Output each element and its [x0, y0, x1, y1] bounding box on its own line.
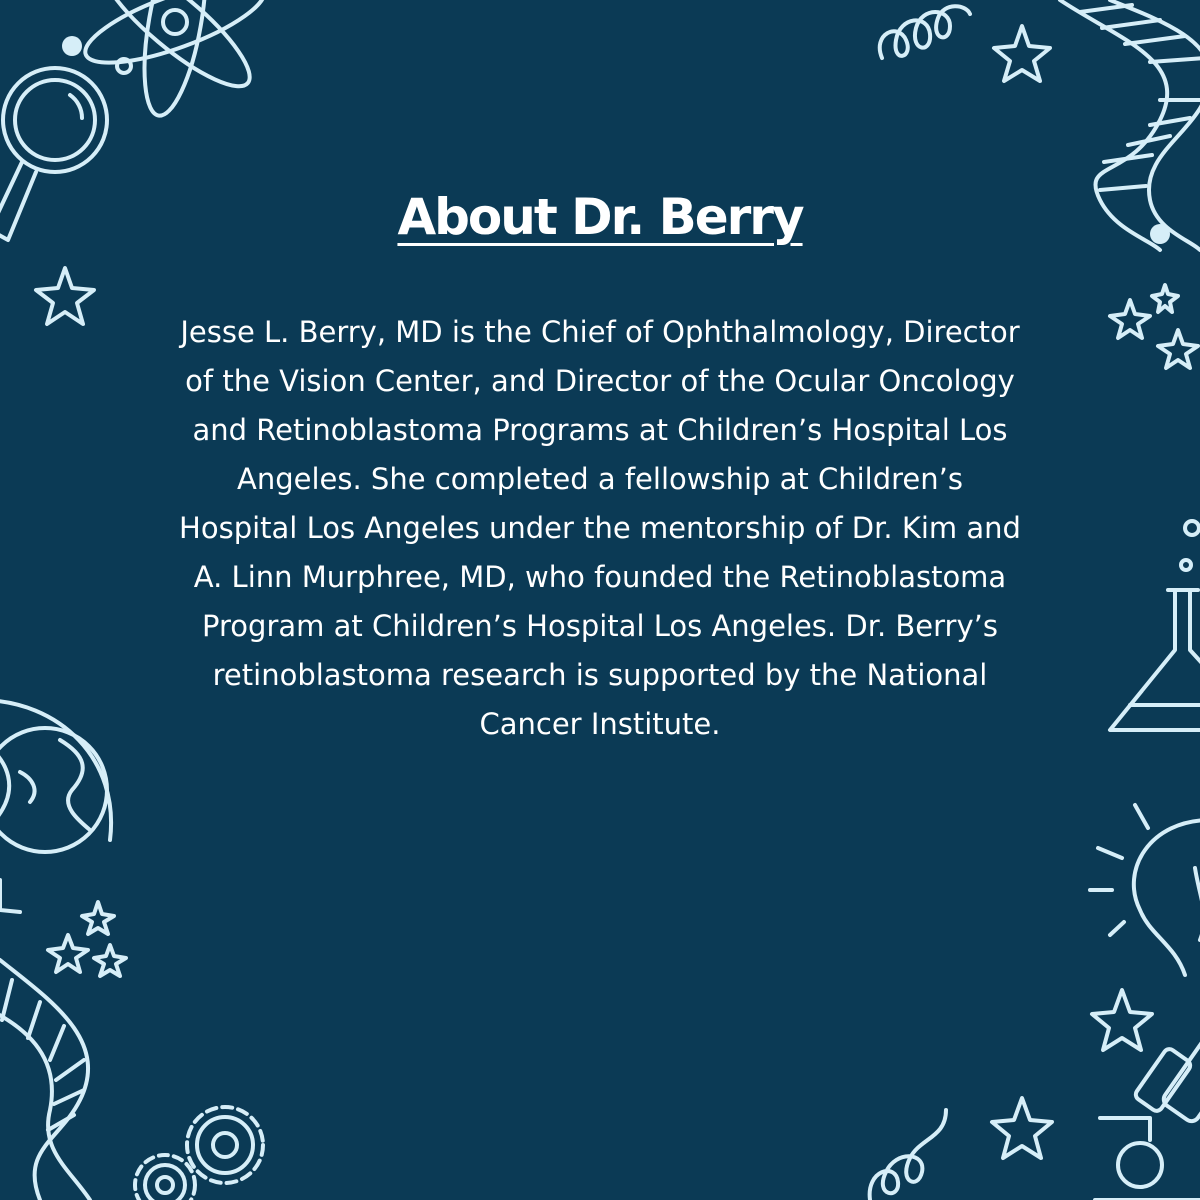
dot-icon [62, 36, 82, 56]
globe-icon [0, 700, 111, 912]
microscope-icon [1095, 1036, 1200, 1200]
stars-cluster-icon [1110, 285, 1198, 368]
spring-icon [880, 6, 970, 58]
star-icon [1092, 990, 1152, 1050]
lightbulb-icon [1090, 805, 1200, 975]
page-title: About Dr. Berry [397, 188, 803, 246]
gears-icon [135, 1107, 263, 1200]
dna-helix-icon [0, 960, 90, 1200]
spring-icon [870, 1110, 946, 1200]
flask-icon [1110, 521, 1200, 730]
star-icon [994, 26, 1050, 81]
bio-paragraph: Jesse L. Berry, MD is the Chief of Ophthalmology, Director of the Vision Center, and Director of the Ocular Oncology and Retinoblastoma Programs at Children’s Hospital Los Angeles. She completed a fellowship at Children’s Hospital Los Angeles under the mentorship of Dr. Kim and A. Linn Murphree, MD, who founded the Retinoblastoma Program at Children’s Hospital Los Angeles. Dr. Berry’s retinoblastoma research is supported by the National Cancer Institute. [179, 315, 1021, 741]
star-icon [36, 268, 94, 324]
star-icon [992, 1098, 1052, 1158]
atom-icon [77, 0, 273, 120]
stars-cluster-icon [48, 902, 126, 976]
